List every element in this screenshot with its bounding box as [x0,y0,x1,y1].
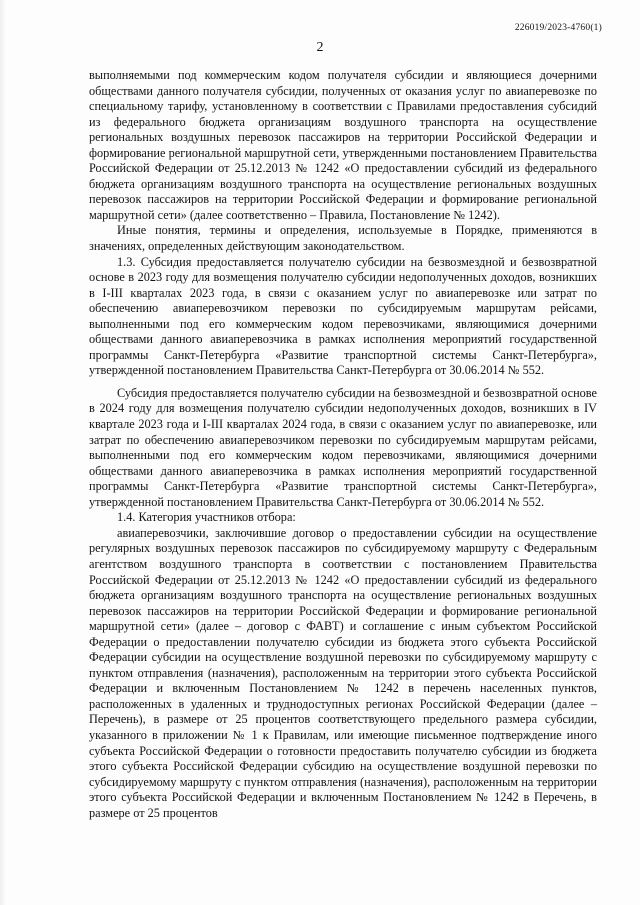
paragraph-definitions: Иные понятия, термины и определения, используемые в Порядке, применяются в значениях, определенных действующим законодательством. [89,223,597,254]
page-number: 2 [316,40,324,55]
paragraph-1-4-heading: 1.4. Категория участников отбора: [117,510,296,525]
paragraph-continuation: выполняемыми под коммерческим кодом получателя субсидии и являющиеся дочерними обществами данного получателя субсидии, полученных от оказания услуг по авиаперевозке по специальному тарифу, установленному в соответствии с Правилами предоставления субсидий из федерального бюджета организациям воздушного транспорта на осуществление региональных воздушных перевозок пассажиров на территории Российской Федерации и формирование региональной маршрутной сети, утвержденными постановлением Правительства Российской Федерации от 25.12.2013 № 1242 «О предоставлении субсидий из федерального бюджета организациям воздушного транспорта на осуществление региональных воздушных перевозок пассажиров на территории Российской Федерации и формирование региональной маршрутной сети» (далее соответственно – Правила, Постановление № 1242). [89,68,597,222]
paragraph-participants: авиаперевозчики, заключившие договор о предоставлении субсидии на осуществление регулярных воздушных перевозок пассажиров по субсидируемому маршруту с Федеральным агентством воздушного транспорта в соответствии с постановлением Правительства Российской Федерации от 25.12.2013 № 1242 «О предоставлении субсидий из федерального бюджета организациям воздушного транспорта на осуществление региональных воздушных перевозок пассажиров на территории Российской Федерации и формирование региональной маршрутной сети» (далее – договор с ФАВТ) и соглашение с иным субъектом Российской Федерации о предоставлении получателю субсидии из бюджета этого субъекта Российской Федерации субсидии на осуществление воздушной перевозки по субсидируемому маршруту с пунктом отправления (назначения), расположенным на территории этого субъекта Российской Федерации и включенным Постановлением № 1242 в перечень населенных пунктов, расположенных в удаленных и труднодоступных регионах Российской Федерации (далее – Перечень), в размере от 25 процентов соответствующего предельного размера субсидии, указанного в приложении № 1 к Правилам, или имеющие письменное подтверждение иного субъекта Российской Федерации о готовности предоставить получателю субсидии из бюджета этого субъекта Российской Федерации субсидию на осуществление воздушной перевозки по субсидируемому маршруту с пунктом отправления (назначения), расположенным на территории этого субъекта Российской Федерации и включенным Постановлением № 1242 в Перечень, в размере от 25 процентов [89,525,597,820]
document-registration-number: 226019/2023-4760(1) [514,23,602,33]
paragraph-subsidy-2024: Субсидия предоставляется получателю субсидии на безвозмездной и безвозвратной основе в 2024 году для возмещения получателю субсидии недополученных доходов, возникших в IV квартале 2023 года и I-III кварталах 2024 года, в связи с оказанием услуг по авиаперевозке, или затрат по обеспечению авиаперевозчиком перевозки по субсидируемым маршрутам рейсами, выполненными под его коммерческим кодом перевозчиками, являющимися дочерними обществами данного авиаперевозчика в рамках исполнения мероприятий государственной программы Санкт-Петербурга «Развитие транспортной системы Санкт-Петербурга», утвержденной постановлением Правительства Санкт-Петербурга от 30.06.2014 № 552. [89,385,597,509]
scan-edge-shadow [0,0,6,905]
paragraph-1-3: 1.3. Субсидия предоставляется получателю субсидии на безвозмездной и безвозвратной основе в 2023 году для возмещения получателю субсидии недополученных доходов, возникших в I-III кварталах 2023 года, в связи с оказанием услуг по авиаперевозке или затрат по обеспечению авиаперевозчиком перевозки по субсидируемым маршрутам рейсами, выполненными под его коммерческим кодом перевозчиками, являющимися дочерними обществами данного авиаперевозчика в рамках исполнения мероприятий государственной программы Санкт-Петербурга «Развитие транспортной системы Санкт-Петербурга», утвержденной постановлением Правительства Санкт-Петербурга от 30.06.2014 № 552. [89,254,597,378]
document-body [89,68,597,821]
